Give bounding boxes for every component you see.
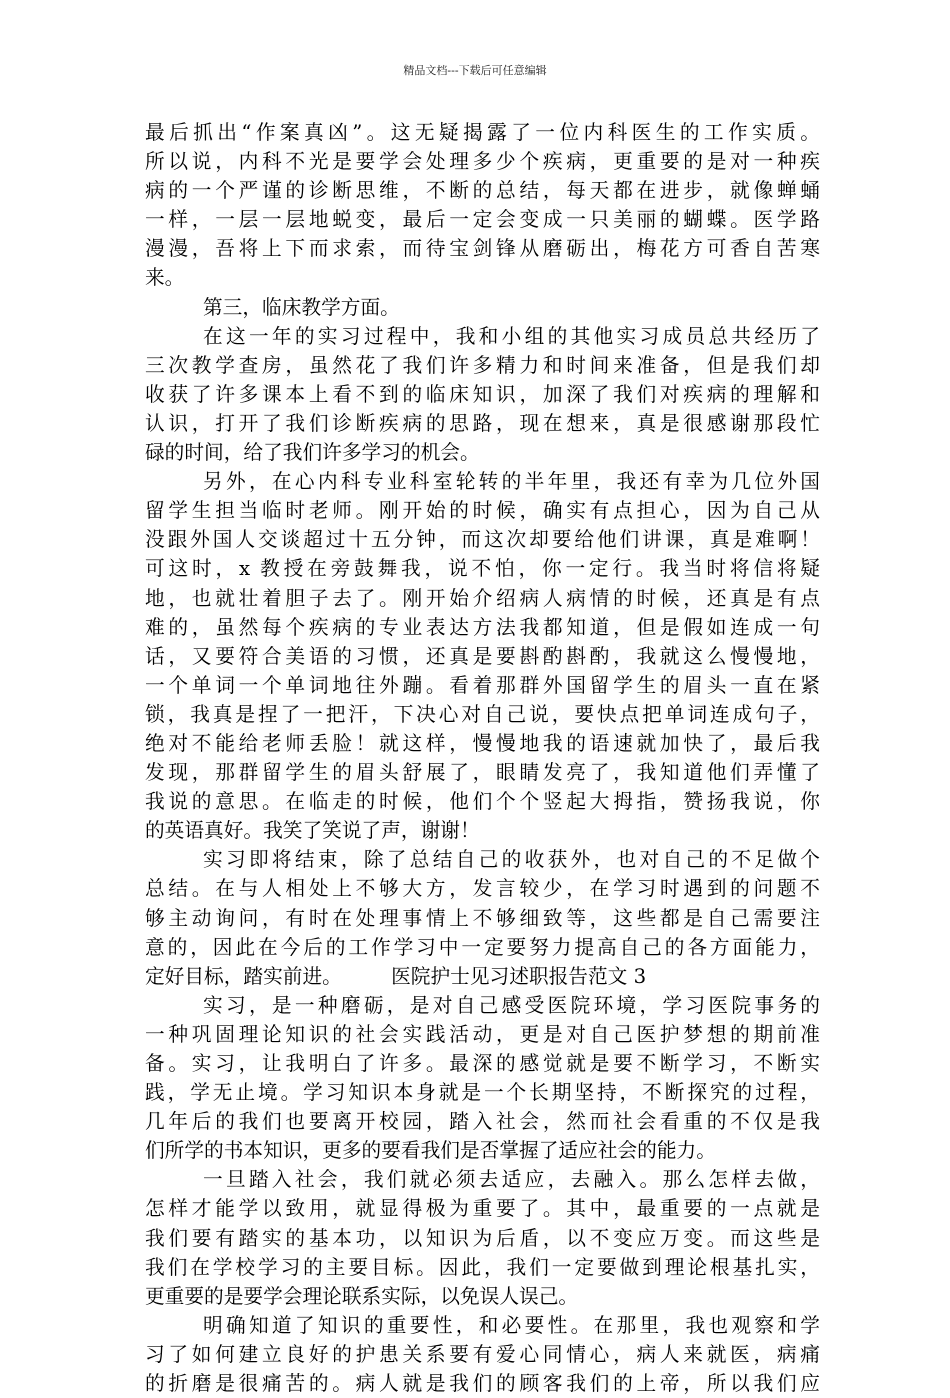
text-line: 话，又要符合美语的习惯，还真是要斟酌斟酌，我就这么慢慢地， (145, 644, 820, 668)
text-line: 践，学无止境。学习知识本身就是一个长期坚持，不断探究的过程， (145, 1081, 820, 1105)
text-line: 三次教学查房，虽然花了我们许多精力和时间来准备，但是我们却 (145, 353, 820, 377)
text-line: 的折磨是很痛苦的。病人就是我们的顾客我们的上帝，所以我们应 (145, 1372, 820, 1396)
text-line: 另外，在心内科专业科室轮转的半年里，我还有幸为几位外国 (203, 470, 820, 494)
text-line: 一旦踏入社会，我们就必须去适应，去融入。那么怎样去做， (203, 1168, 820, 1192)
text-line: 备。实习，让我明白了许多。最深的感觉就是要不断学习，不断实 (145, 1052, 820, 1075)
text-line: 留学生担当临时老师。刚开始的时候，确实有点担心，因为自己从 (145, 499, 820, 523)
text-line: 一个单词一个单词地往外蹦。看着那群外国留学生的眉头一直在紧 (145, 673, 820, 697)
text-line: 在这一年的实习过程中，我和小组的其他实习成员总共经历了 (203, 324, 820, 348)
text-line: 收获了许多课本上看不到的临床知识，加深了我们对疾病的理解和 (145, 382, 820, 406)
text-line: 病的一个严谨的诊断思维，不断的总结，每天都在进步，就像蝉蛹 (145, 179, 820, 203)
text-line: 实习，是一种磨砺，是对自己感受医院环境，学习医院事务的 (203, 993, 820, 1017)
text-line: 可这时，x 教授在旁鼓舞我，说不怕，你一定行。我当时将信将疑 (145, 557, 820, 581)
text-line: 没跟外国人交谈超过十五分钟，而这次却要给他们讲课，真是难啊！ (145, 528, 820, 552)
text-line: 我们在学校学习的主要目标。因此，我们一定要做到理论根基扎实， (145, 1255, 820, 1279)
text-line: 定好目标，踏实前进。 医院护士见习述职报告范文 3 (145, 964, 647, 988)
text-line: 实习即将结束，除了总结自己的收获外，也对自己的不足做个 (203, 848, 820, 872)
text-line: 碌的时间，给了我们许多学习的机会。 (145, 441, 480, 465)
text-line: 我们要有踏实的基本功，以知识为后盾，以不变应万变。而这些是 (145, 1226, 820, 1250)
text-line: 来。 (145, 266, 185, 290)
text-line: 的英语真好。我笑了笑说了声，谢谢！ (145, 819, 480, 843)
text-line: 怎样才能学以致用，就显得极为重要了。其中，最重要的一点就是 (145, 1197, 820, 1221)
text-line: 难的，虽然每个疾病的专业表达方法我都知道，但是假如连成一句 (145, 615, 820, 639)
text-line: 一样，一层一层地蜕变，最后一定会变成一只美丽的蝴蝶。医学路 (145, 208, 820, 232)
text-line: 认识，打开了我们诊断疾病的思路，现在想来，真是很感谢那段忙 (145, 411, 820, 435)
text-line: 所以说，内科不光是要学会处理多少个疾病，更重要的是对一种疾 (145, 150, 820, 174)
text-line: 习了如何建立良好的护患关系要有爱心同情心，病人来就医，病痛 (145, 1342, 820, 1366)
page-header: 精品文档---下载后可任意编辑 (403, 64, 547, 77)
document-body (145, 118, 820, 1398)
text-line: 锁，我真是捏了一把汗，下决心对自己说，要快点把单词连成句子， (145, 702, 820, 726)
text-line: 更重要的是要学会理论联系实际，以免误人误己。 (145, 1284, 579, 1308)
text-line: 最后抓出“作案真凶”。这无疑揭露了一位内科医生的工作实质。 (145, 121, 820, 144)
text-line: 绝对不能给老师丢脸！就这样，慢慢地我的语速就加快了，最后我 (145, 731, 820, 755)
text-line: 第三，临床教学方面。 (203, 295, 400, 319)
text-line: 们所学的书本知识，更多的要看我们是否掌握了适应社会的能力。 (145, 1139, 716, 1163)
text-line: 明确知道了知识的重要性，和必要性。在那里，我也观察和学 (203, 1313, 820, 1337)
text-line: 我说的意思。在临走的时候，他们个个竖起大拇指，赞扬我说，你 (145, 790, 820, 814)
text-line: 够主动询问，有时在处理事情上不够细致等，这些都是自己需要注 (145, 906, 820, 930)
text-line: 几年后的我们也要离开校园，踏入社会，然而社会看重的不仅是我 (145, 1110, 820, 1134)
text-line: 发现，那群留学生的眉头舒展了，眼睛发亮了，我知道他们弄懂了 (145, 761, 820, 785)
text-line: 一种巩固理论知识的社会实践活动，更是对自己医护梦想的期前准 (145, 1022, 820, 1046)
text-line: 地，也就壮着胆子去了。刚开始介绍病人病情的时候，还真是有点 (145, 586, 820, 610)
text-line: 漫漫，吾将上下而求索，而待宝剑锋从磨砺出，梅花方可香自苦寒 (145, 237, 820, 261)
text-line: 意的，因此在今后的工作学习中一定要努力提高自己的各方面能力， (145, 935, 820, 959)
text-line: 总结。在与人相处上不够大方，发言较少，在学习时遇到的问题不 (145, 877, 820, 901)
